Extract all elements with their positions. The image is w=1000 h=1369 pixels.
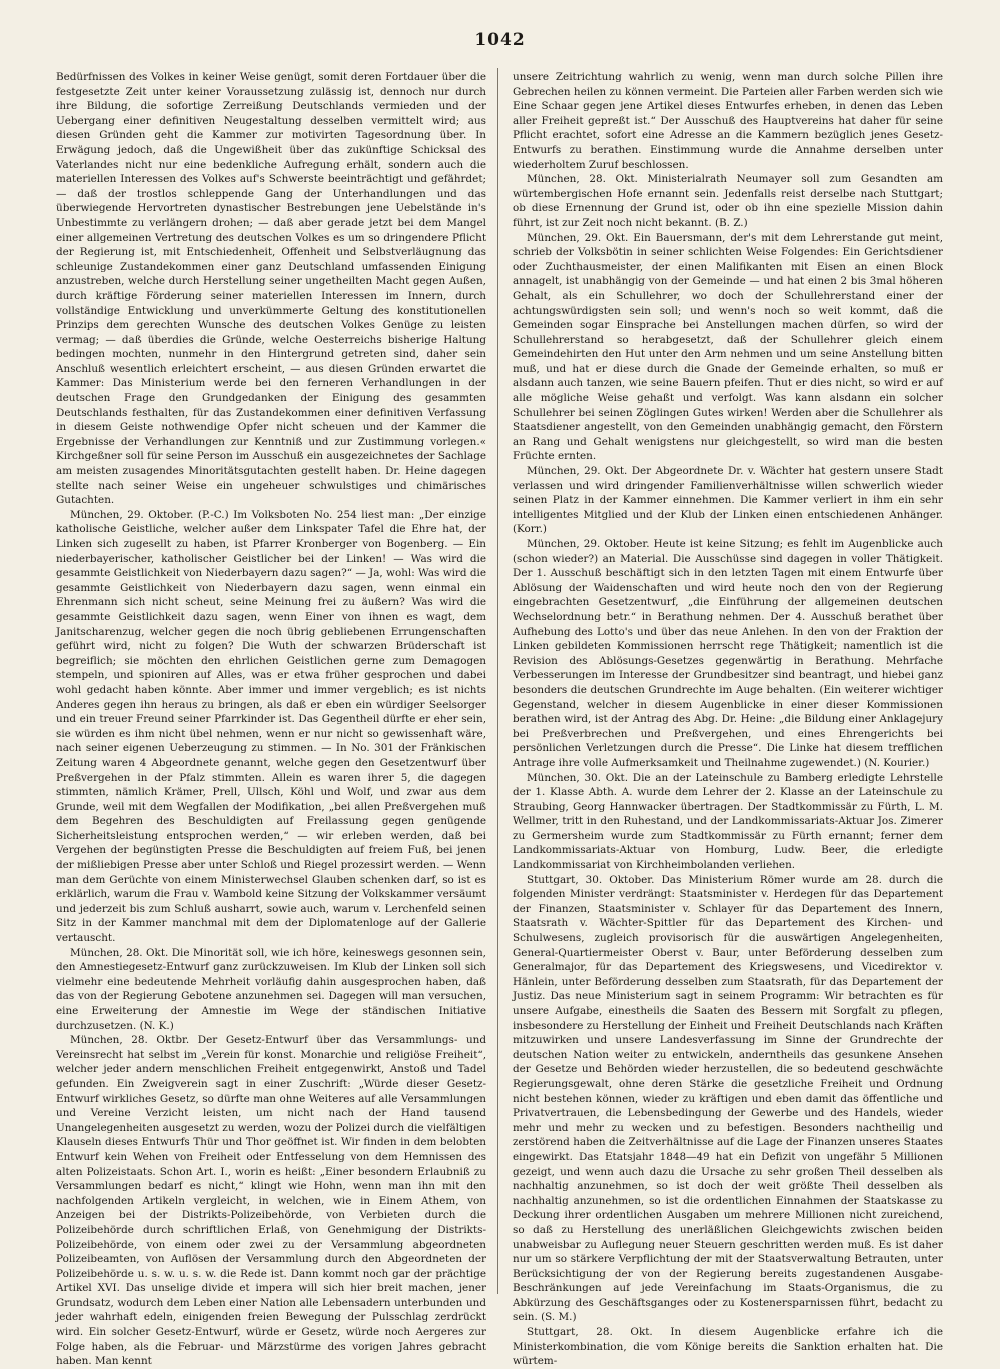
source-attribution: (B. Z.) xyxy=(714,216,748,229)
source-attribution: (N. K.) xyxy=(139,1019,174,1032)
source-attribution: (Korr.) xyxy=(513,523,547,536)
source-attribution: (S. M.) xyxy=(541,1311,577,1324)
page-number: 1042 xyxy=(474,30,526,50)
left-column xyxy=(56,70,486,1368)
article-paragraph: München, 29. Okt. Der Abgeordnete Dr. v. Wächter hat gestern unsere Stadt verlassen und wird dringender Familienverhältnisse willen schwerlich wieder seinen Platz in der Kammer einnehmen. Die Kammer verliert in ihm ein sehr intelligentes Mitglied und der Klub der Linken einen entschiedenen Anhänger. (Korr.) xyxy=(513,465,943,536)
article-paragraph: unsere Zeitrichtung wahrlich zu wenig, wenn man durch solche Pillen ihre Gebrechen heilen zu können vermeint. Die Parteien aller Farben werden sich wie Eine Schaar gegen jene Artikel dieses Entwurfes erheben, in denen das Leben aller Freiheit gepreßt ist.“ Der Ausschuß des Hauptvereins hat daher für seine Pflicht erachtet, sofort eine Adresse an die Kammern bezüglich jenes Gesetz-Entwurfs zu berathen. Einstimmung wurde die Annahme derselben unter wiederholtem Zuruf beschlossen. xyxy=(513,71,943,171)
article-paragraph: München, 29. Oktober. (P.-C.) Im Volksboten No. 254 liest man: „Der einzige katholische Geistliche, welcher außer dem Linkspater Tafel die Ehre hat, der Linken sich zugesellt zu haben, ist Pfarrer Kronberger von Bogenberg. — Ein niederbayerischer, katholischer Geistlicher bei der Linken! — Was wird die gesammte Geistlichkeit von Niederbayern dazu sagen?“ — Ja, wohl: Was wird die gesammte Geistlichkeit von Niederbayern dazu sagen, wenn einmal ein Ehrenmann sich nicht scheut, seine Meinung frei zu äußern? Was wird die gesammte Geistlichkeit dazu sagen, wenn Einer von ihnen es wagt, dem Janitscharenzug, welcher gegen die noch übrig gebliebenen Errungenschaften geführt wird, nicht zu folgen? Die Wuth der schwarzen Brüderschaft ist begreiflich; sie möchten den ehrlichen Geistlichen gerne zum Demagogen stempeln, und spioniren auf Alles, was er etwa früher gesprochen und dabei wohl gedacht haben könnte. Aber immer und immer vergeblich; es ist nichts Anderes gegen ihn heraus zu bringen, als daß er eben ein würdiger Seelsorger und ein treuer Freund seiner Pfarrkinder ist. Das Gegentheil dürfte er eher sein, sie würden es ihm nicht übel nehmen, wenn er nur nicht so gewissenhaft wäre, nach seiner eigenen Ueberzeugung zu stimmen. — In No. 301 der Fränkischen Zeitung waren 4 Abgeordnete genannt, welche gegen den Gesetzentwurf über Preßvergehen in der Pfalz stimmten. Allein es waren ihrer 5, die dagegen stimmten, nämlich Krämer, Prell, Ullsch, Köhl und Wolf, und zwar aus dem Grunde, weil mit dem Wegfallen der Modifikation, „bei allen Preßvergehen muß dem Begehren des Beschuldigten auf Freilassung gegen genügende Sicherheitsleistung entsprochen werden,“ — wir erleben werden, daß bei Vergehen der begünstigten Presse die Beschuldigten auf freiem Fuß, bei jenen der mißliebigen Presse aber unter Schloß und Riegel prozessirt werden. — Wenn man dem Gerüchte von einem Ministerwechsel Glauben schenken darf, so ist es erklärlich, warum die Frau v. Wambold keine Sitzung der Volkskammer versäumt und jederzeit bis zum Schluß ausharrt, sowie auch, warum v. Lerchenfeld seinen Sitz in der Kammer manchmal mit dem der Diplomatenloge auf der Gallerie vertauscht. xyxy=(56,508,486,945)
source-attribution: (N. Kourier.) xyxy=(864,756,930,769)
article-paragraph: Stuttgart, 30. Oktober. Das Ministerium Römer wurde am 28. durch die folgenden Minister verdrängt: Staatsminister v. Herdegen für das Departement der Finanzen, Staatsminister v. Schlayer für das Departement des Innern, Staatsrath v. Wächter-Spittler für das Departement des Kirchen- und Schulwesens, zugleich provisorisch für die auswärtigen Angelegenheiten, General-Quartiermeister Oberst v. Baur, unter Beförderung desselben zum Generalmajor, für das Departement des Kriegswesens, und Vicedirektor v. Hänlein, unter Beförderung desselben zum Staatsrath, für das Departement der Justiz. Das neue Ministerium sagt in seinem Programm: Wir betrachten es für unsere Aufgabe, einestheils die Saaten des Bessern mit Sorgfalt zu pflegen, insbesondere zu Herstellung der Einheit und Freiheit Deutschlands nach Kräften mitzuwirken und unsere Landesverfassung im Sinne der Grundrechte der deutschen Nation weiter zu entwickeln, anderntheils das gesunkene Ansehen der Gesetze und Behörden wieder herzustellen, die so bedeutend geschwächte Regierungsgewalt, ohne deren Stärke die gesetzliche Freiheit und Ordnung nicht bestehen können, wieder zu kräftigen und eben damit das öffentliche und Privatvertrauen, die Lebensbedingung der Gewerbe und des Handels, wieder mehr und mehr zu wecken und zu befestigen. Besonders nachtheilig und zerstörend haben die Zeitverhältnisse auf die Lage der Finanzen unseres Staates eingewirkt. Das Etatsjahr 1848—49 hat ein Defizit von ungefähr 5 Millionen gezeigt, und wenn auch dazu die Ursache zu sehr großen Theil desselben als nachhaltig anzunehmen, so ist doch der weit größte Theil desselben als nachhaltig anzunehmen, so ist die ordentlichen Einnahmen der Staatskasse zu Deckung ihrer ordentlichen Ausgaben um mehrere Millionen nicht zureichend, so daß zu Herstellung des unerläßlichen Gleichgewichts zwischen beiden unabweisbar zu Auflegung neuer Steuern geschritten werden muß. Es ist daher nur um so stärkere Verpflichtung der mit der Staatsverwaltung Betrauten, unter Berücksichtigung der von der Regierung bereits zugestandenen Ausgabe-Beschränkungen auf jede Vereinfachung im Staats-Organismus, die zu Abkürzung des Geschäftsganges oder zu Kostenersparnissen führt, bedacht zu sein. (S. M.) xyxy=(513,873,943,1324)
article-paragraph: München, 28. Okt. Ministerialrath Neumayer soll zum Gesandten am würtembergischen Hofe ernannt sein. Jedenfalls reist derselbe nach Stuttgart; ob diese Ernennung der Grund ist, oder ob ihn eine spezielle Mission dahin führt, ist zur Zeit noch nicht bekannt. (B. Z.) xyxy=(513,173,943,229)
article-paragraph: München, 28. Oktbr. Der Gesetz-Entwurf über das Versammlungs- und Vereinsrecht hat selbst im „Verein für konst. Monarchie und religiöse Freiheit“, welcher jeder andern menschlichen Freiheit entgegenwirkt, Anstoß und Tadel gefunden. Ein Zweigverein sagt in einer Zuschrift: „Würde dieser Gesetz-Entwurf wirkliches Gesetz, so dürfte man ohne Weiteres auf alle Versammlungen und Vereine Verzicht leisten, um nicht nach der Hand tausend Unangelegenheiten ausgesetzt zu werden, wozu der Polizei durch die vielfältigen Klauseln dieses Entwurfs Thür und Thor geöffnet ist. Wir finden in dem belobten Entwurf kein Wehen von Freiheit oder Entfesselung von dem Hemnissen des alten Polizeistaats. Schon Art. I., worin es heißt: „Einer besondern Erlaubniß zu Versammlungen bedarf es nicht,“ klingt wie Hohn, wenn man ihn mit den nachfolgenden Artikeln vergleicht, in welchen, wie in Einem Athem, von Anzeigen bei der Distrikts-Polizeibehörde, von Verbieten durch die Polizeibehörde durch schriftlichen Erlaß, von Genehmigung der Distrikts-Polizeibehörde, von einem oder zwei zu der Versammlung abgeordneten Polizeibeamten, von Auflösen der Versammlung durch den Abgeordneten der Polizeibehörde u. s. w. u. s. w. die Rede ist. Dann kommt noch gar der prächtige Artikel XVI. Das unselige divide et impera will sich hier breit machen, jener Grundsatz, wodurch dem Leben einer Nation alle Lebensadern unterbunden und jeder wahrhaft edeln, einigenden freien Bewegung der Pulsschlag zerdrückt wird. Ein solcher Gesetz-Entwurf, würde er Gesetz, würde noch Aergeres zur Folge haben, als die Februar- und Märzstürme des vorigen Jahres gebracht haben. Man kennt xyxy=(56,1034,486,1368)
article-paragraph: München, 29. Oktober. Heute ist keine Sitzung; es fehlt im Augenblicke auch (schon wieder?) an Material. Die Ausschüsse sind dagegen in voller Thätigkeit. Der 1. Ausschuß beschäftigt sich in den letzten Tagen mit einem Entwurfe über Ablösung der Waidenschaften und wird heute noch den von der Regierung eingebrachten Gesetzentwurf, „die Einführung der allgemeinen deutschen Wechselordnung betr.“ in Berathung nehmen. Der 4. Ausschuß berathet über Aufhebung des Lotto's und über das neue Anlehen. In den von der Fraktion der Linken gebildeten Kommissionen herrscht rege Thätigkeit; namentlich ist die Revision des Ablösungs-Gesetzes gegenwärtig in Berathung. Mehrfache Verbesserungen im Interesse der Grundbesitzer sind beantragt, und hiebei ganz besonders die deutschen Grundrechte im Auge behalten. (Ein weiterer wichtiger Gegenstand, welcher in diesem Augenblicke in einer dieser Kommissionen berathen wird, ist der Antrag des Abg. Dr. Heine: „die Bildung einer Anklagejury bei Preßverbrechen und Preßvergehen, und eines Ehrengerichts bei persönlichen Verletzungen durch die Presse“. Die Linke hat diesem trefflichen Antrage ihre volle Aufmerksamkeit und Theilnahme zugewendet.) (N. Kourier.) xyxy=(513,538,943,769)
article-paragraph: Stuttgart, 28. Okt. In diesem Augenblicke erfahre ich die Ministerkombination, die vom Könige bereits die Sanktion erhalten hat. Die würtem- xyxy=(513,1326,943,1368)
article-paragraph: München, 29. Okt. Ein Bauersmann, der's mit dem Lehrerstande gut meint, schrieb der Volksbötin in seiner schlichten Weise Folgendes: Ein Gerichtsdiener oder Zuchthausmeister, der einen Malifikanten mit Eisen an einen Block annagelt, ist unabhängig von der Gemeinde — und hat einen 2 bis 3mal höheren Gehalt, als ein Schullehrer, wo doch der Schullehrerstand einer der achtungswürdigsten sein soll; und wenn's noch so weit kommt, daß die Gemeinden sogar Einsprache bei Anstellungen machen dürfen, so wird der Schullehrerstand so herabgesetzt, daß der Schullehrer gleich einem Gemeindehirten den Hut unter den Arm nehmen und um seine Anstellung bitten muß, und hat er diese durch die Gnade der Gemeinde erhalten, so muß er alsdann auch tanzen, wie seine Bauern pfeifen. Thut er dies nicht, so wird er auf alle mögliche Weise gehaßt und verfolgt. Was kann alsdann ein solcher Schullehrer bei seinen Zöglingen Gutes wirken! Werden aber die Schullehrer als Staatsdiener angestellt, von den Gemeinden unabhängig gemacht, den Förstern an Rang und Gehalt wenigstens nur gleichgestellt, so wird man die besten Früchte ernten. xyxy=(513,231,943,463)
article-paragraph: Bedürfnissen des Volkes in keiner Weise genügt, somit deren Fortdauer über die festgesetzte Zeit unter keiner Voraussetzung zulässig ist, dennoch nur durch ihre Bildung, die sofortige Zerreißung Deutschlands vermieden und der Uebergang einer definitiven Neugestaltung desselben vermittelt wird; aus diesen Gründen geht die Kammer zur motivirten Tagesordnung über. In Erwägung jedoch, daß die Ungewißheit über das zukünftige Schicksal des Vaterlandes nicht nur eine bedenkliche Aufregung erhält, sondern auch die materiellen Interessen des Volkes auf's Schwerste beeinträchtigt und gefährdet; — daß der trostlos schleppende Gang der Unterhandlungen und das überwiegende Hervortreten dynastischer Bestrebungen jene Uebelstände in's Unbestimmte zu verlängern drohen; — daß aber gerade jetzt bei dem Mangel einer allgemeinen Vertretung des deutschen Volkes es um so dringendere Pflicht der Regierung ist, mit Entschiedenheit, Offenheit und Selbstverläugnung das schleunige Zustandekommen einer ganz Deutschland umfassenden Einigung anzustreben, welche durch Herstellung seiner ungetheilten Macht gegen Außen, durch kräftige Förderung seiner materiellen Interessen im Innern, durch vollständige Entwicklung und unverkümmerte Geltung des konstitutionellen Prinzips dem gerechten Wunsche des deutschen Volkes Genüge zu leisten vermag; — daß überdies die Gründe, welche Oesterreichs bisherige Haltung bedingen mochten, nunmehr in den Hintergrund getreten sind, daher sein Anschluß wesentlich erleichtert erscheint, — aus diesen Gründen erwartet die Kammer: Das Ministerium werde bei den ferneren Verhandlungen in der deutschen Frage den Grundgedanken der Einigung des gesammten Deutschlands festhalten, für das Zustandekommen einer definitiven Verfassung in diesem Geiste nothwendige Opfer nicht scheuen und der Kammer die Ergebnisse der Verhandlungen zur Kenntniß und zur Zustimmung vorlegen.« Kirchgeßner soll für seine Person im Ausschuß ein ausgezeichnetes der Sachlage am meisten zusagendes Minoritätsgutachten gestellt haben. Dr. Heine dagegen stellte nach seiner Weise ein ungeheuer schwulstiges und chimärisches Gutachten. xyxy=(56,71,486,507)
article-paragraph: München, 30. Okt. Die an der Lateinschule zu Bamberg erledigte Lehrstelle der 1. Klasse Abth. A. wurde dem Lehrer der 2. Klasse an der Lateinschule zu Straubing, Georg Hannwacker übertragen. Der Stadtkommissär zu Fürth, L. M. Wellmer, tritt in den Ruhestand, und der Landkommissariats-Aktuar Jos. Zimerer zu Germersheim wurde zum Stadtkommissär zu Fürth ernannt; ferner dem Landkommissariats-Aktuar von Homburg, Ludw. Beer, die erledigte Landkommissariat von Kirchheimbolanden verliehen. xyxy=(513,771,943,872)
column-divider xyxy=(497,68,498,1294)
right-column xyxy=(513,70,943,1368)
article-paragraph: München, 28. Okt. Die Minorität soll, wie ich höre, keineswegs gesonnen sein, den Amnestiegesetz-Entwurf ganz zurückzuweisen. Im Klub der Linken soll sich vielmehr eine bedeutende Mehrheit vorläufig dahin ausgesprochen haben, daß das von der Regierung Gebotene anzunehmen sei. Dagegen will man versuchen, eine Erweiterung der Amnestie im Wege der ständischen Initiative durchzusetzen. (N. K.) xyxy=(56,946,486,1032)
